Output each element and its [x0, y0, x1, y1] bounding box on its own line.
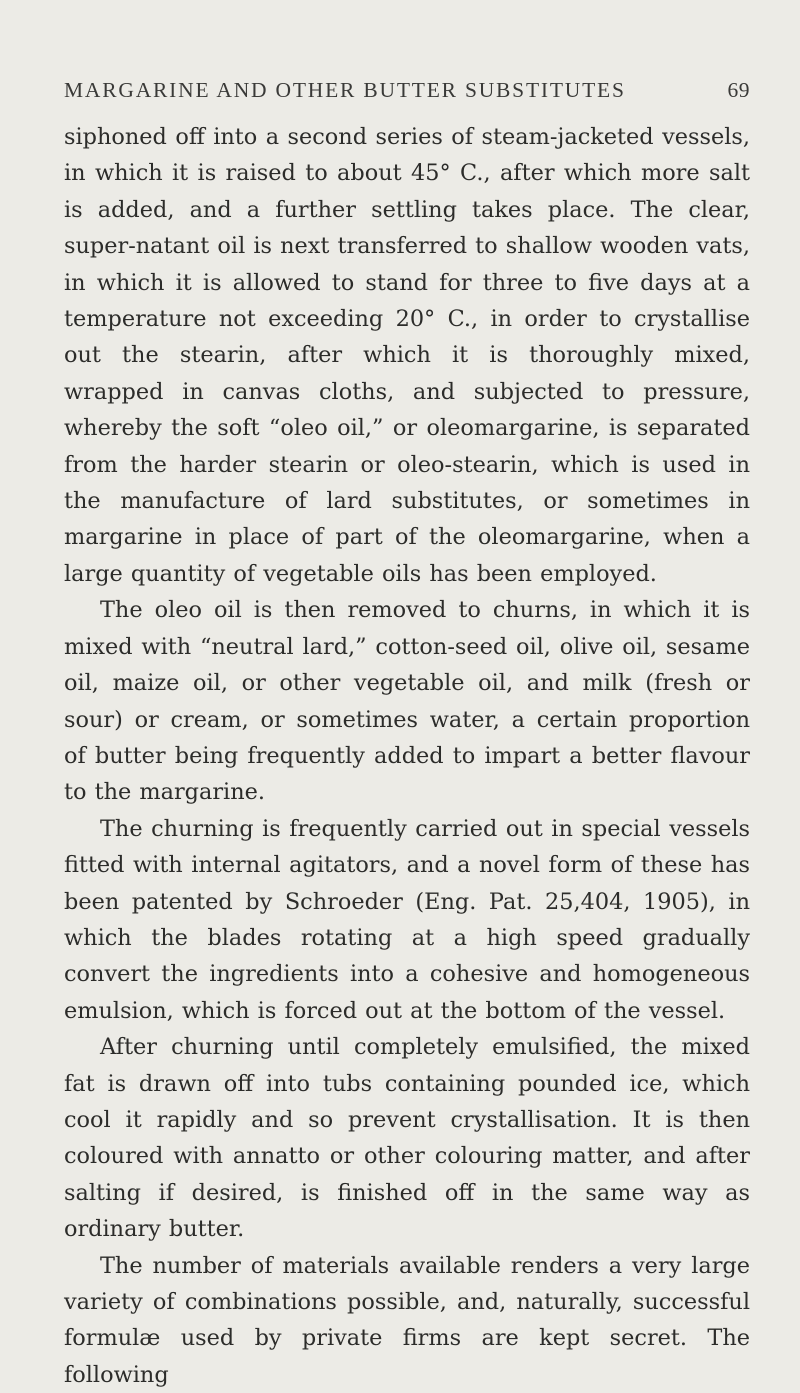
running-head-title: MARGARINE AND OTHER BUTTER SUBSTITUTES	[64, 78, 626, 102]
paragraph-emulsified: After churning until completely emulsified, the mixed fat is drawn off into tubs containing pounded ice, which cool it rapidly and so prevent crystallisation. It is then coloured with annatto or other colouring matter, and after salting if desired, is finished off in the same way as ordinary butter.	[64, 1034, 750, 1243]
body-text	[64, 119, 750, 1393]
running-head	[64, 78, 750, 103]
paragraph-materials: The number of materials available renders a very large variety of combinations possible, and, naturally, successful formulæ used by private firms are kept secret. The following	[64, 1252, 750, 1388]
page-number: 69	[727, 78, 750, 102]
paragraph-churning-vessels: The churning is frequently carried out in special vessels fitted with internal agitators, and a novel form of these has been patented by Schroeder (Eng. Pat. 25,404, 1905), in which the blades rotating at a high speed gradually convert the ingredients into a cohesive and homogeneous emulsion, which is forced out at the bottom of the vessel.	[64, 815, 750, 1024]
paragraph-churns: The oleo oil is then removed to churns, in which it is mixed with “neutral lard,” cotton-seed oil, olive oil, sesame oil, maize oil, or other vegetable oil, and milk (fresh or sour) or cream, or sometimes water, a certain proportion of butter being frequently added to impart a better flavour to the margarine.	[64, 597, 750, 806]
paragraph-continued: siphoned off into a second series of steam-jacketed vessels, in which it is raised to about 45° C., after which more salt is added, and a further settling takes place. The clear, super-natant oil is next transferred to shallow wooden vats, in which it is allowed to stand for three to five days at a temperature not exceeding 20° C., in order to crystallise out the stearin, after which it is thoroughly mixed, wrapped in canvas cloths, and subjected to pressure, whereby the soft “oleo oil,” or oleomargarine, is separated from the harder stearin or oleo-stearin, which is used in the manufacture of lard substitutes, or sometimes in margarine in place of part of the oleomargarine, when a large quantity of vegetable oils has been employed.	[64, 124, 750, 587]
